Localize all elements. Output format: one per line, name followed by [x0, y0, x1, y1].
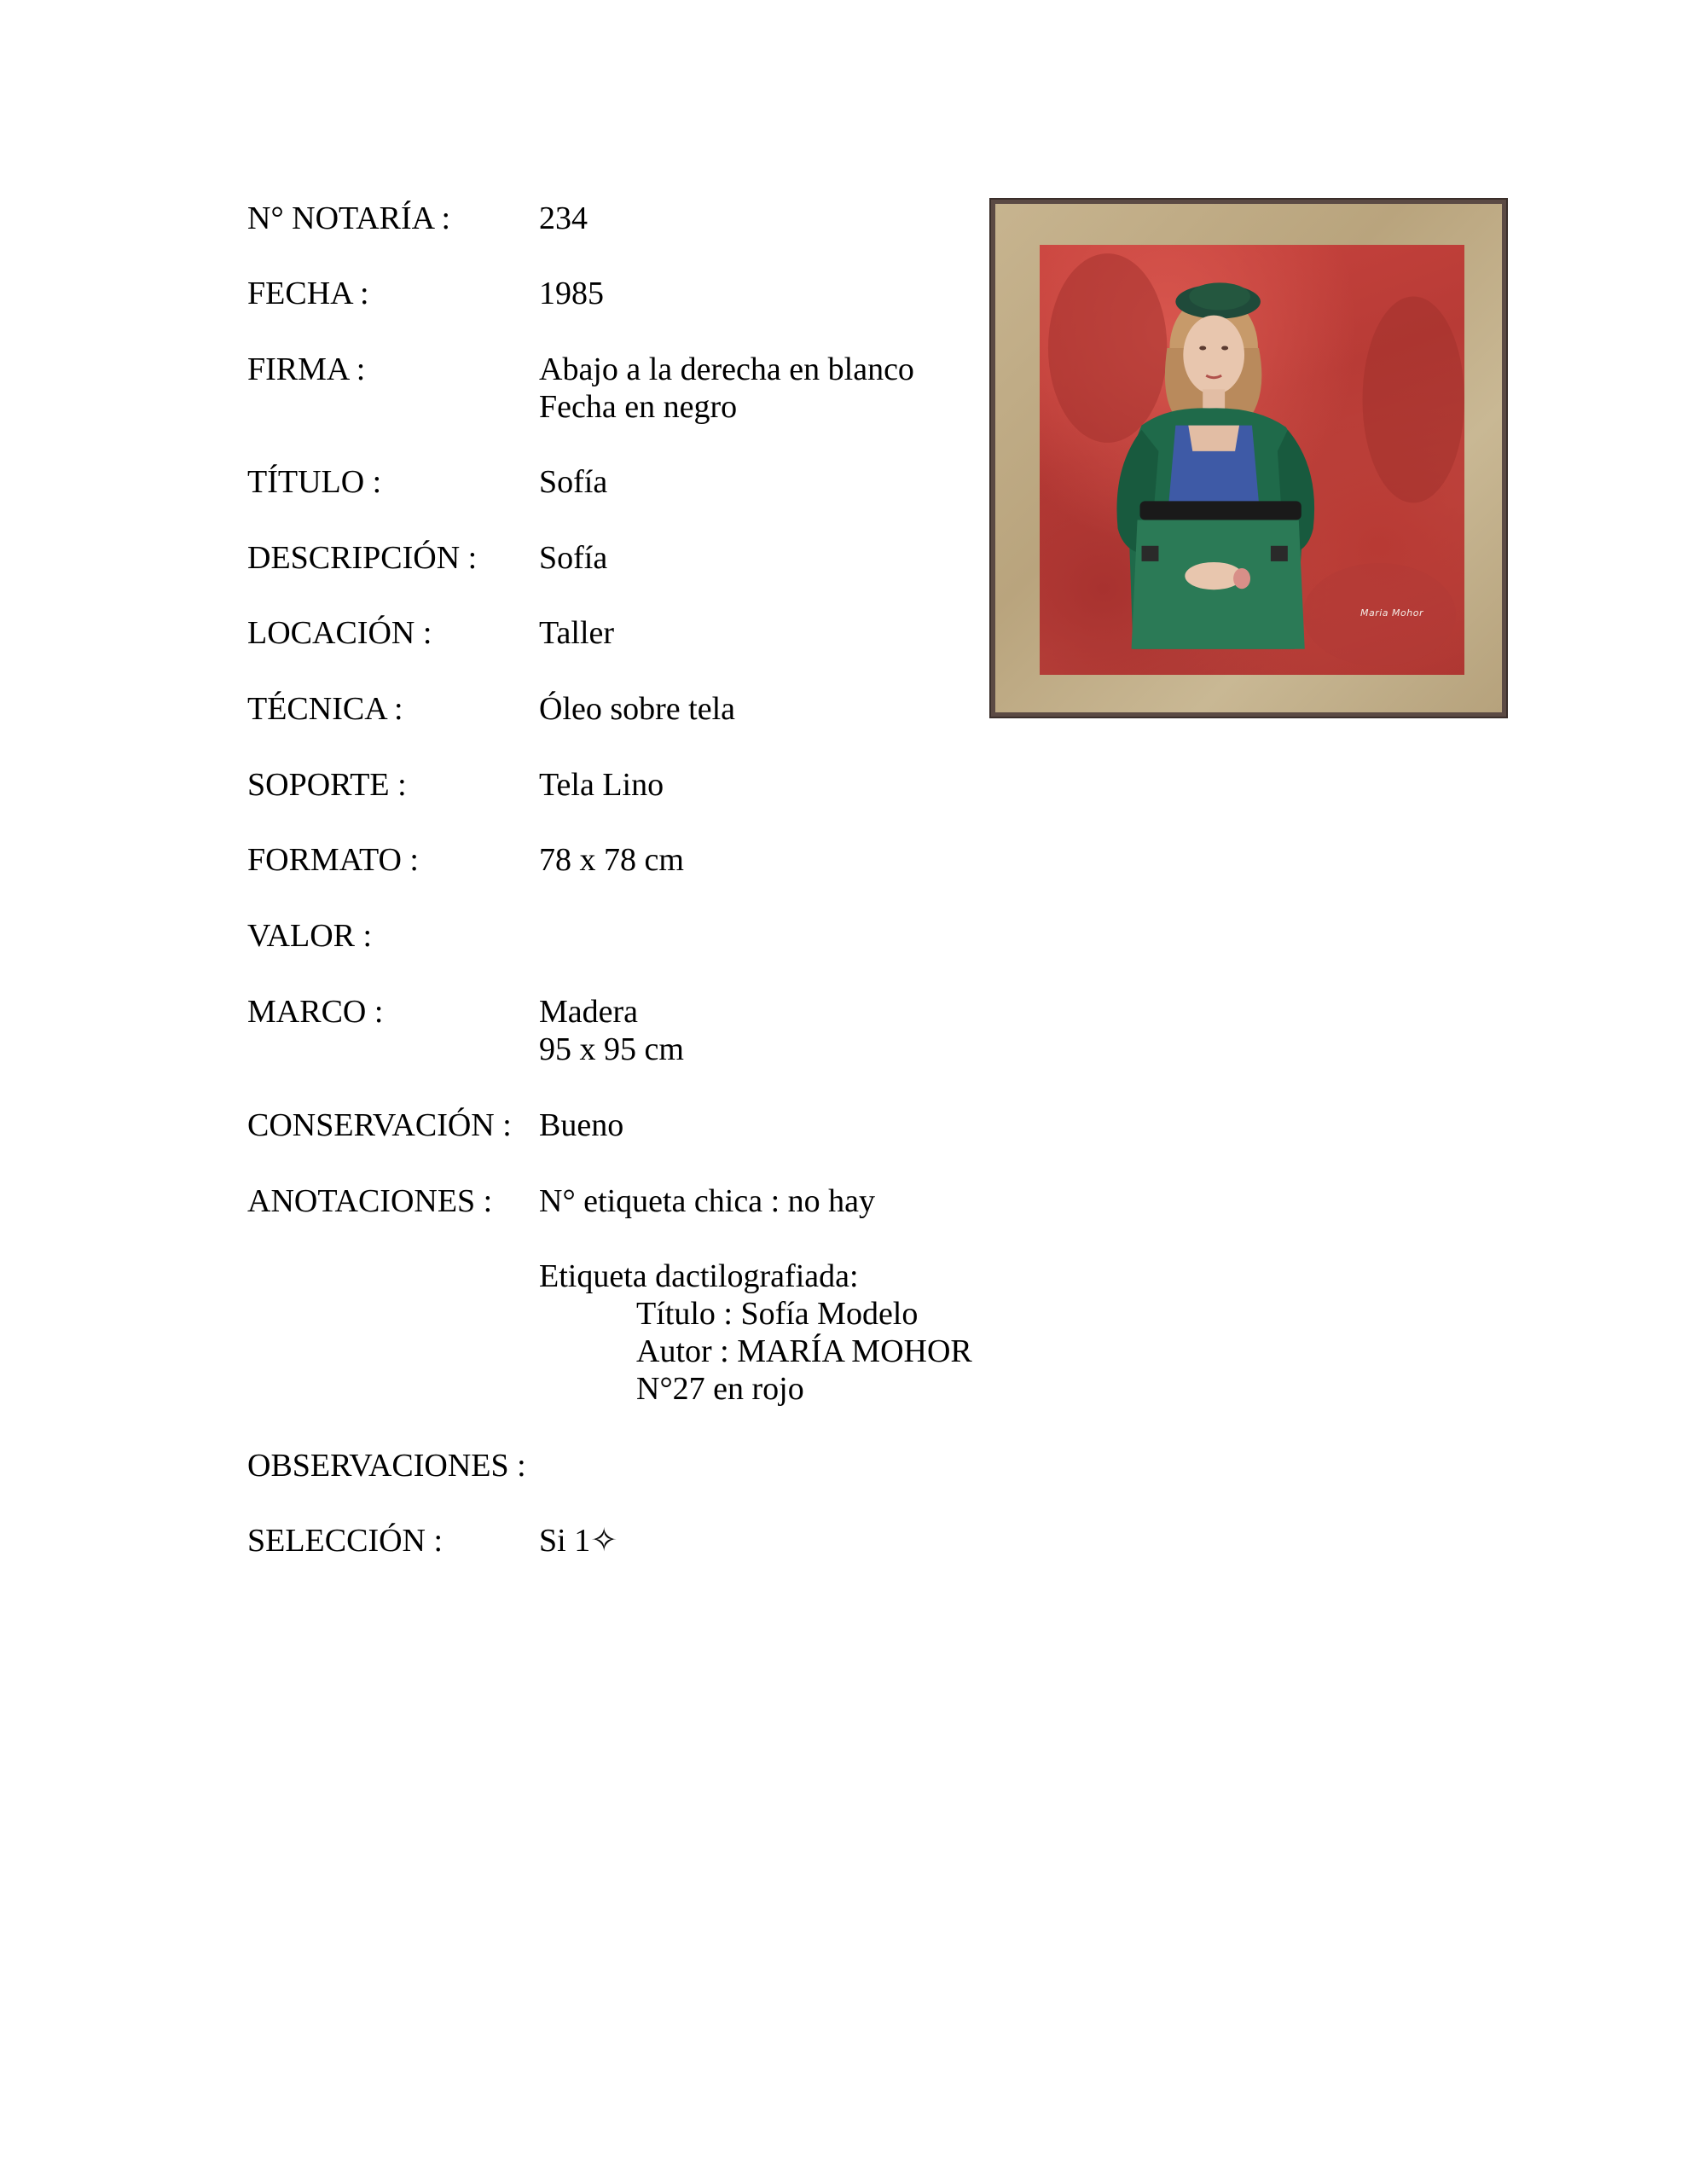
titulo-label: TÍTULO :	[247, 464, 382, 500]
anotaciones-value	[539, 1182, 972, 1408]
anotaciones-label-heading: Etiqueta dactilografiada:	[539, 1258, 859, 1294]
formato-label: FORMATO :	[247, 842, 419, 878]
anotaciones-label-line-1: Título : Sofía Modelo	[636, 1296, 919, 1332]
valor-label: VALOR :	[247, 918, 373, 954]
locacion-value: Taller	[539, 615, 615, 651]
painting-signature: Maria Mohor	[1360, 607, 1423, 619]
seleccion-value: Si 1✧	[539, 1523, 618, 1559]
fecha-label: FECHA :	[247, 276, 369, 311]
marco-label: MARCO :	[247, 994, 384, 1030]
anotaciones-label-line-3: N°27 en rojo	[636, 1371, 804, 1407]
anotaciones-label-line-2: Autor : MARÍA MOHOR	[636, 1333, 972, 1369]
conservacion-value: Bueno	[539, 1107, 624, 1143]
descripcion-value: Sofía	[539, 540, 608, 576]
painting-photo	[989, 198, 1508, 718]
firma-label: FIRMA :	[247, 351, 366, 387]
descripcion-label: DESCRIPCIÓN :	[247, 540, 478, 576]
marco-line-1: Madera	[539, 994, 639, 1030]
conservacion-label: CONSERVACIÓN :	[247, 1107, 512, 1143]
observaciones-label: OBSERVACIONES :	[247, 1448, 526, 1484]
marco-line-2: 95 x 95 cm	[539, 1031, 684, 1067]
anotaciones-spacer	[539, 1220, 972, 1258]
tecnica-label: TÉCNICA :	[247, 691, 403, 727]
fecha-value: 1985	[539, 276, 604, 311]
firma-line-1: Abajo a la derecha en blanco	[539, 351, 914, 387]
notaria-label: N° NOTARÍA :	[247, 200, 451, 236]
painting-mat	[995, 204, 1502, 712]
anotaciones-etiqueta-chica: N° etiqueta chica : no hay	[539, 1183, 875, 1219]
tecnica-value: Óleo sobre tela	[539, 691, 736, 727]
notaria-value: 234	[539, 200, 588, 236]
anotaciones-label: ANOTACIONES :	[247, 1183, 493, 1219]
titulo-value: Sofía	[539, 464, 608, 500]
firma-value	[539, 351, 914, 426]
soporte-label: SOPORTE :	[247, 767, 407, 803]
marco-value	[539, 993, 684, 1068]
painting-canvas	[1040, 245, 1464, 675]
locacion-label: LOCACIÓN :	[247, 615, 432, 651]
firma-line-2: Fecha en negro	[539, 389, 738, 425]
seleccion-label: SELECCIÓN :	[247, 1523, 443, 1559]
soporte-value: Tela Lino	[539, 767, 664, 803]
formato-value: 78 x 78 cm	[539, 842, 684, 878]
